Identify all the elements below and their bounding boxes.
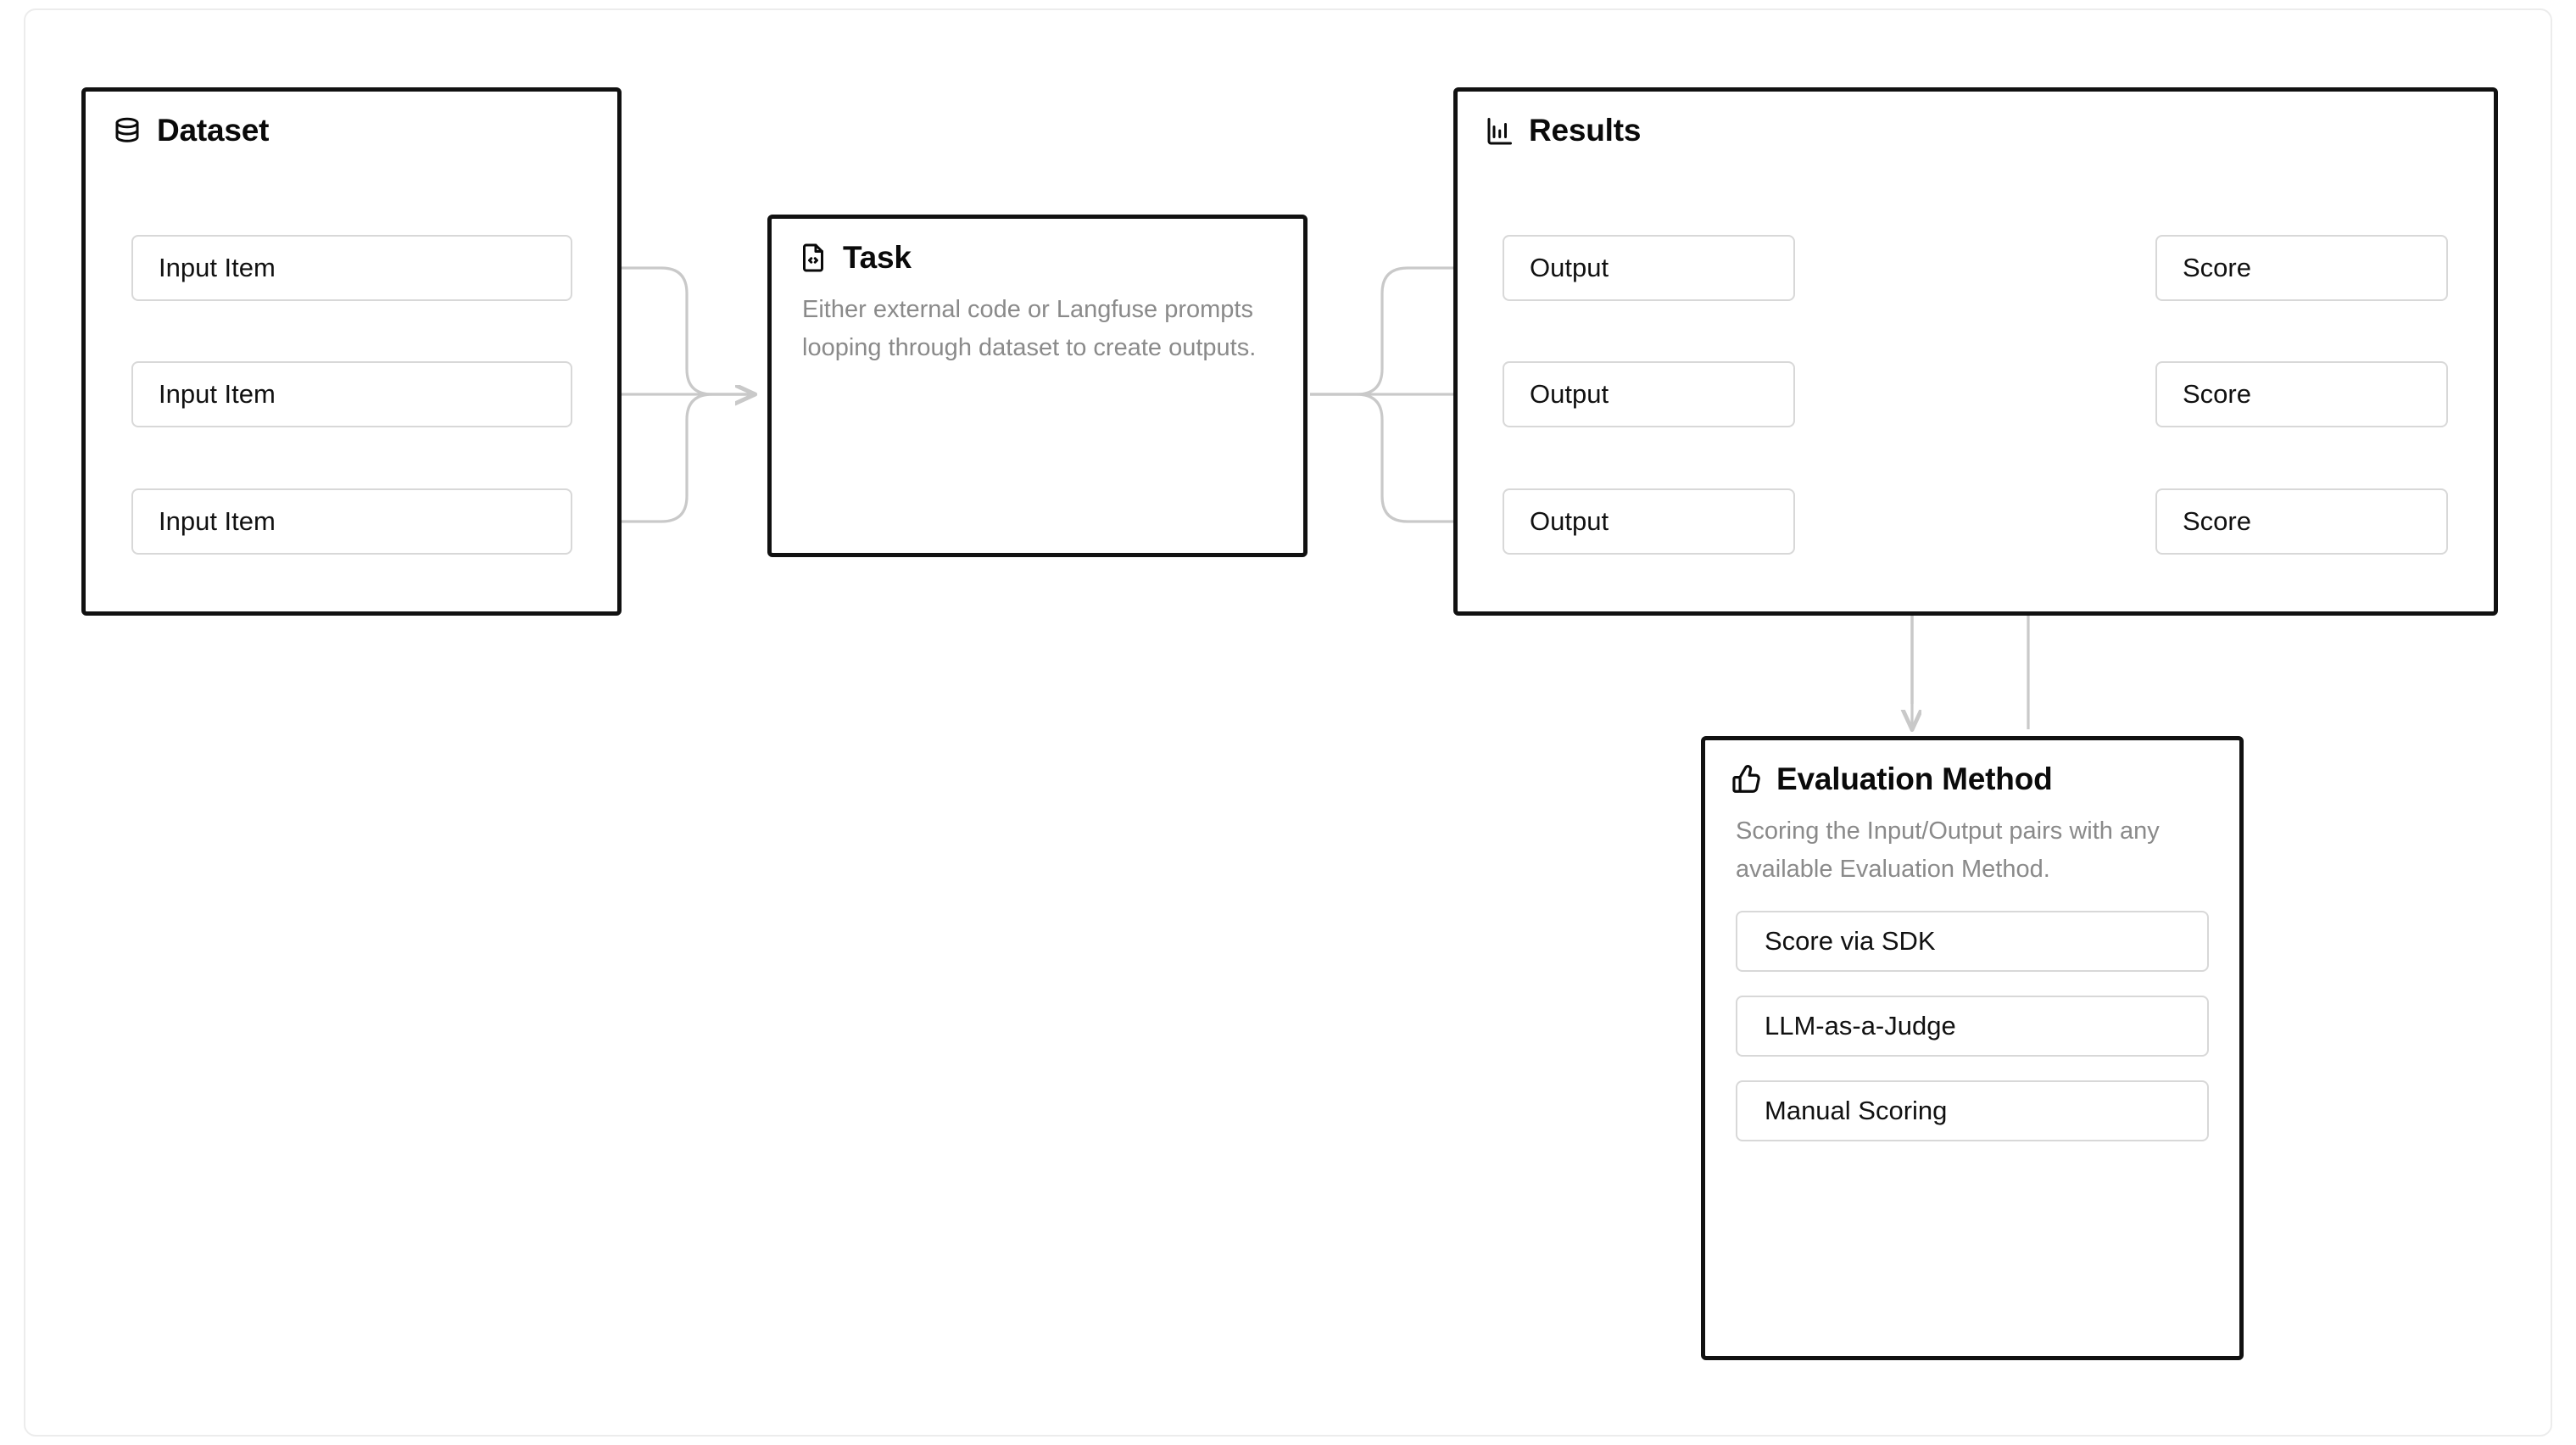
evaluation-method-description: Scoring the Input/Output pairs with any available Evaluation Method. [1736, 817, 2160, 883]
results-title: Results [1529, 113, 1642, 148]
results-output-item[interactable]: Output [1503, 488, 1795, 555]
dataset-input-item[interactable]: Input Item [131, 361, 572, 427]
bar-chart-icon [1483, 114, 1515, 147]
evaluation-method-item[interactable]: Manual Scoring [1736, 1080, 2209, 1141]
task-description: Either external code or Langfuse prompts looping through dataset to create outputs. [802, 295, 1257, 361]
results-score-item[interactable]: Score [2155, 235, 2448, 301]
evaluation-method-list [1705, 889, 2239, 1170]
dataset-input-item[interactable]: Input Item [131, 235, 572, 301]
evaluation-method-title: Evaluation Method [1776, 762, 2053, 796]
results-output-item[interactable]: Output [1503, 361, 1795, 427]
code-file-icon [797, 242, 829, 274]
dataset-header [86, 92, 617, 148]
evaluation-method-item[interactable]: LLM-as-a-Judge [1736, 996, 2209, 1057]
thumbs-up-icon [1731, 763, 1763, 795]
task-header [772, 219, 1303, 276]
evaluation-method-item[interactable]: Score via SDK [1736, 911, 2209, 972]
results-score-item[interactable]: Score [2155, 361, 2448, 427]
results-output-item[interactable]: Output [1503, 235, 1795, 301]
results-header [1458, 92, 2494, 148]
evaluation-method-header [1705, 740, 2239, 797]
database-icon [111, 114, 143, 147]
task-node [767, 215, 1308, 557]
task-title: Task [843, 240, 912, 275]
results-score-item[interactable]: Score [2155, 488, 2448, 555]
dataset-input-item[interactable]: Input Item [131, 488, 572, 555]
evaluation-method-node [1701, 736, 2244, 1360]
dataset-title: Dataset [157, 113, 270, 148]
